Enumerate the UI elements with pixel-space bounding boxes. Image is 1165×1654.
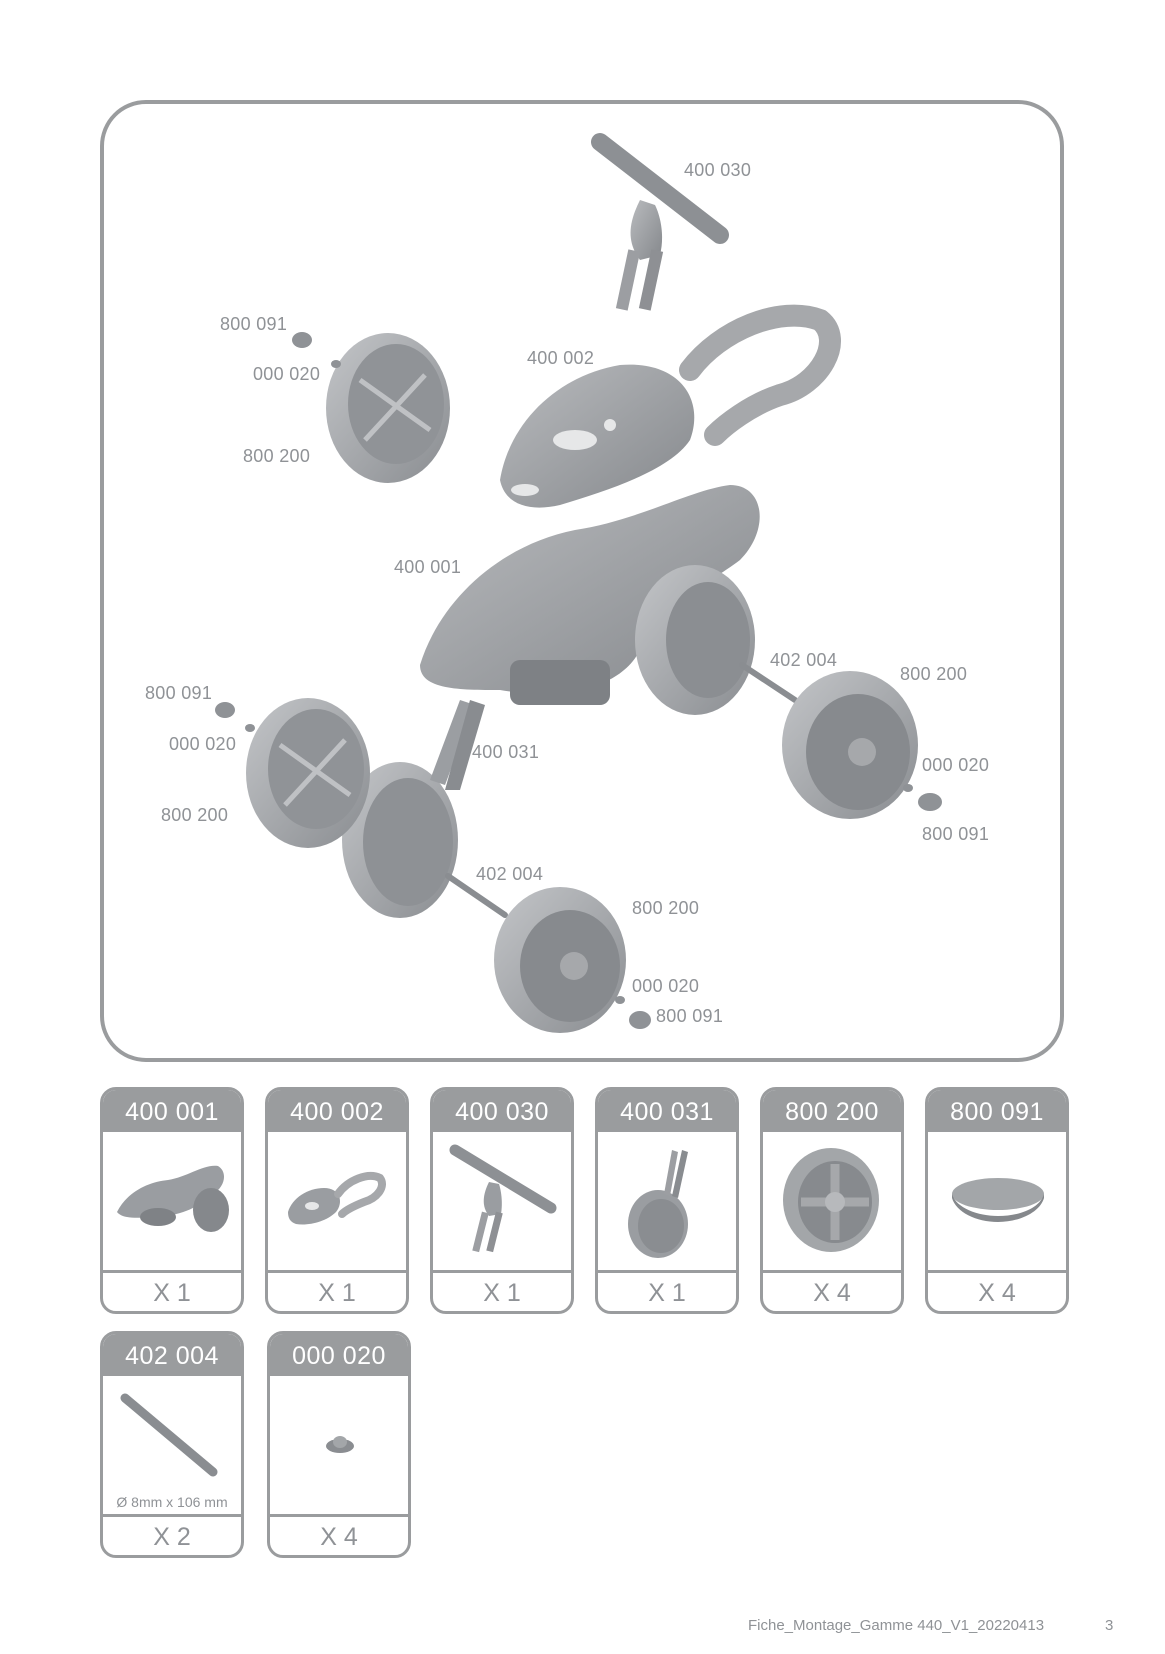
label-tl-cap: 800 091 [220,314,288,334]
washer-top-left [331,360,341,368]
page-number: 3 [1105,1617,1114,1634]
body-part [420,485,760,715]
part-qty: X 1 [483,1279,521,1307]
label-ml-washer: 000 020 [169,734,237,754]
document-name: Fiche_Montage_Gamme 440_V1_20220413 [748,1617,1045,1634]
part-ref: 800 091 [928,1090,1066,1132]
part-qty: X 1 [648,1279,686,1307]
axle-dimension: Ø 8mm x 106 mm [116,1494,228,1510]
part-card-fork [595,1087,739,1314]
label-b-washer: 000 020 [632,976,700,996]
part-qty: X 2 [153,1523,191,1551]
label-r-washer: 000 020 [922,755,990,775]
body-icon [103,1132,241,1273]
label-tl-wheel: 800 200 [243,446,311,466]
wheel-icon [763,1132,901,1273]
part-ref: 000 020 [270,1334,408,1376]
label-b-wheel: 800 200 [632,898,700,918]
label-r-wheel: 800 200 [900,664,968,684]
axle-icon [103,1376,241,1517]
part-card-body [100,1087,244,1314]
washer-bottom [615,996,625,1004]
part-card-cover [265,1087,409,1314]
label-ml-wheel: 800 200 [161,805,229,825]
washer-mid-left [245,724,255,732]
label-body: 400 001 [394,557,462,577]
label-r-cap: 800 091 [922,824,990,844]
cap-right [918,793,942,811]
label-axle-rear: 402 004 [770,650,838,670]
cap-top-left [292,332,312,348]
part-qty: X 1 [318,1279,356,1307]
part-ref: 400 002 [268,1090,406,1132]
cap-mid-left [215,702,235,718]
label-fork: 400 031 [472,742,540,762]
part-ref: 402 004 [103,1334,241,1376]
part-qty: X 4 [320,1523,358,1551]
handlebar-icon [433,1132,571,1273]
part-card-washer [267,1331,411,1558]
part-qty: X 1 [153,1279,191,1307]
cover-part [500,316,830,508]
cap-bottom [629,1011,651,1029]
part-ref: 400 031 [598,1090,736,1132]
washer-right [903,784,913,792]
part-card-cap [925,1087,1069,1314]
wheel-rim-top-left [326,333,450,483]
part-card-handlebar [430,1087,574,1314]
label-tl-washer: 000 020 [253,364,321,384]
label-ml-cap: 800 091 [145,683,213,703]
part-qty: X 4 [978,1279,1016,1307]
part-qty: X 4 [813,1279,851,1307]
label-cover: 400 002 [527,348,595,368]
cover-icon [268,1132,406,1273]
label-handlebar: 400 030 [684,160,752,180]
cap-icon [928,1132,1066,1273]
washer-icon [270,1376,408,1517]
part-ref: 400 001 [103,1090,241,1132]
label-b-cap: 800 091 [656,1006,724,1026]
part-card-wheel [760,1087,904,1314]
part-ref: 400 030 [433,1090,571,1132]
label-axle-front: 402 004 [476,864,544,884]
part-ref: 800 200 [763,1090,901,1132]
fork-icon [598,1132,736,1273]
wheel-bottom [494,887,626,1033]
wheel-right [782,671,918,819]
wheel-rim-mid-left [246,698,370,848]
part-card-axle [100,1331,244,1558]
